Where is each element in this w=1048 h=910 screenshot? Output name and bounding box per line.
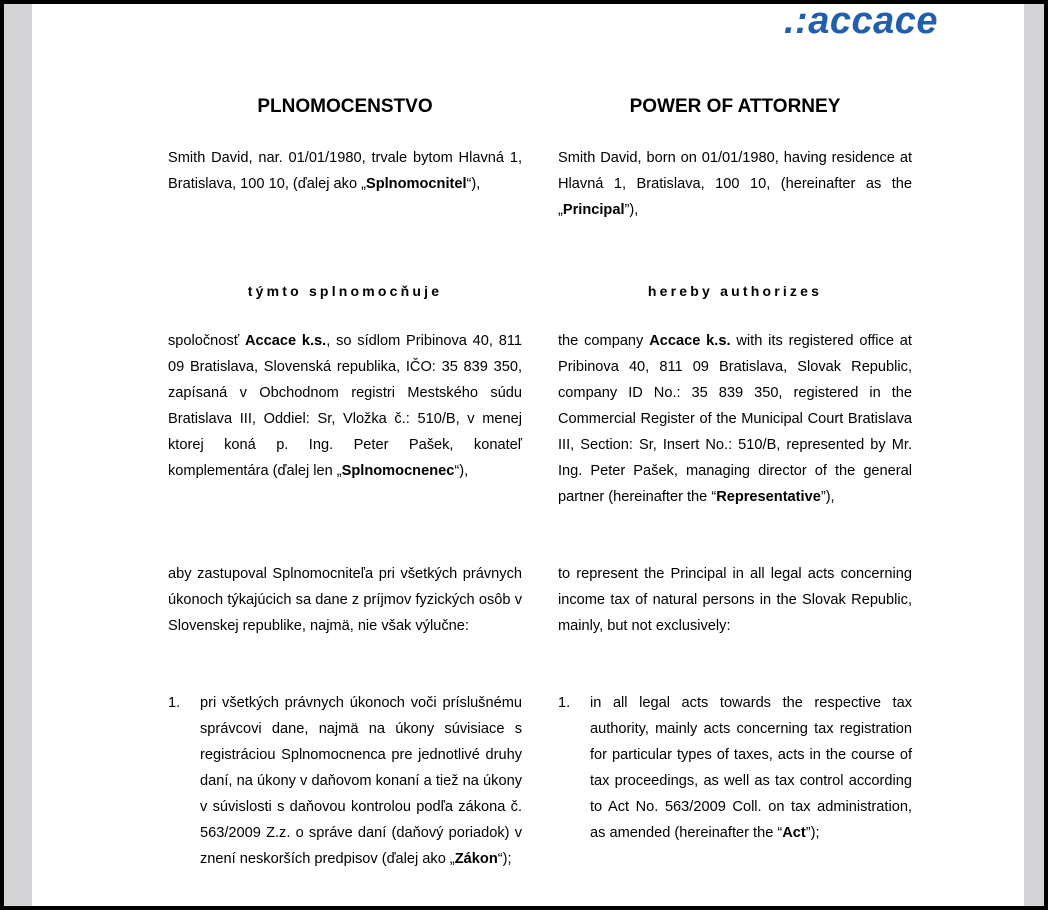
- text: ”),: [624, 202, 639, 218]
- list-item-text: [200, 690, 522, 872]
- text: with its registered office at Pribinova 40, 811 09 Bratislava, Slovak Republic, company ID No.: 35 839 350, registered in the Commercial Register of the Municipal Court Bratislava III, Section: Sr, Insert No.: 510/B, represented by Mr. Ing. Peter Pašek, managing director of the general partner (hereinafter the “: [558, 333, 912, 505]
- english-authorizes-heading: hereby authorizes: [647, 283, 823, 299]
- english-title: POWER OF ATTORNEY: [629, 96, 841, 117]
- left-margin-bar: [4, 4, 32, 906]
- list-item-text: [590, 690, 912, 846]
- english-column: [558, 4, 912, 906]
- defined-term: Splnomocnenec: [341, 463, 455, 479]
- document-page: [32, 4, 1024, 906]
- text: Smith David, nar. 01/01/1980, trvale bytom Hlavná 1, Bratislava, 100 10, (ďalej ako „: [168, 150, 522, 192]
- english-principal-paragraph: [558, 145, 912, 223]
- english-company-paragraph: [558, 328, 912, 510]
- text: “),: [466, 176, 481, 192]
- english-list-item-1: [558, 690, 912, 846]
- slovak-authorizes-heading: týmto splnomocňuje: [247, 283, 443, 299]
- text: Smith David, born on 01/01/1980, having residence at Hlavná 1, Bratislava, 100 10, (hereinafter as the „: [558, 150, 912, 218]
- text: , so sídlom Pribinova 40, 811 09 Bratislava, Slovenská republika, IČO: 35 839 350, zapísaná v Obchodnom registri Mestského súdu Bratislava III, Oddiel: Sr, Vložka č.: 510/B, v menej ktorej koná p. Ing. Peter Pašek, konateľ komplementára (ďalej len „: [168, 333, 522, 479]
- text: spoločnosť: [168, 333, 245, 349]
- text: “),: [454, 463, 469, 479]
- defined-term: Principal: [562, 202, 625, 218]
- list-number: 1.: [168, 695, 181, 711]
- text: ”),: [820, 489, 835, 505]
- company-name: Accace k.s.: [649, 333, 731, 349]
- text: “);: [497, 851, 512, 867]
- defined-term: Representative: [716, 489, 821, 505]
- text: in all legal acts towards the respective tax authority, mainly acts concerning tax registration for particular types of taxes, acts in the course of tax proceedings, as well as tax control according to Act No. 563/2009 Coll. on tax administration, as amended (hereinafter the “: [590, 695, 912, 841]
- text: ”);: [805, 825, 820, 841]
- slovak-title: PLNOMOCENSTVO: [257, 96, 433, 117]
- text: pri všetkých právnych úkonoch voči príslušnému správcovi dane, najmä na úkony súvisiace s registráciou Splnomocnenca pre jednotlivé druhy daní, na úkony v daňovom konaní a tiež na úkony v súvislosti s daňovou kontrolou podľa zákona č. 563/2009 Z.z. o správe daní (daňový poriadok) v znení neskorších predpisov (ďalej ako „: [200, 695, 522, 867]
- defined-term: Act: [782, 825, 806, 841]
- slovak-list-item-1: [168, 690, 522, 872]
- accace-logo: .:accace: [784, 4, 939, 42]
- text: the company: [558, 333, 650, 349]
- list-number: 1.: [558, 695, 571, 711]
- slovak-column: [168, 4, 522, 906]
- defined-term: Zákon: [454, 851, 498, 867]
- slovak-company-paragraph: [168, 328, 522, 484]
- slovak-principal-paragraph: [168, 145, 522, 197]
- slovak-scope-paragraph: aby zastupoval Splnomocniteľa pri všetkých právnych úkonoch týkajúcich sa dane z príjmov fyzických osôb v Slovenskej republike, najmä, nie však výlučne:: [168, 566, 522, 634]
- company-name: Accace k.s.: [244, 333, 327, 349]
- defined-term: Splnomocnitel: [365, 176, 467, 192]
- english-scope-paragraph: to represent the Principal in all legal acts concerning income tax of natural persons in the Slovak Republic, mainly, but not exclusively:: [558, 566, 912, 634]
- right-margin-bar: [1024, 4, 1044, 906]
